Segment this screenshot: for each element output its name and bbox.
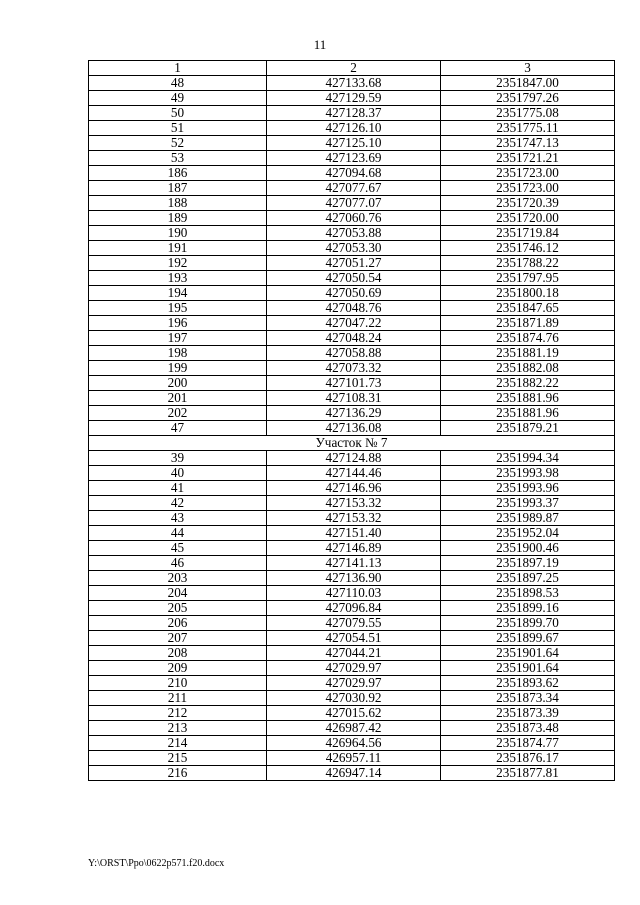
y-coordinate-cell: 2351720.39 xyxy=(441,196,615,211)
table-row xyxy=(89,106,615,121)
x-coordinate-cell: 427144.46 xyxy=(267,466,441,481)
x-coordinate-cell: 427125.10 xyxy=(267,136,441,151)
point-number-cell: 193 xyxy=(89,271,267,286)
x-coordinate-cell: 427141.13 xyxy=(267,556,441,571)
x-coordinate-cell: 427136.90 xyxy=(267,571,441,586)
table-row xyxy=(89,286,615,301)
table-row xyxy=(89,691,615,706)
y-coordinate-cell: 2351723.00 xyxy=(441,181,615,196)
point-number-cell: 214 xyxy=(89,736,267,751)
point-number-cell: 195 xyxy=(89,301,267,316)
table-row xyxy=(89,616,615,631)
table-row xyxy=(89,256,615,271)
y-coordinate-cell: 2351800.18 xyxy=(441,286,615,301)
table-body xyxy=(89,76,615,781)
point-number-cell: 206 xyxy=(89,616,267,631)
x-coordinate-cell: 427136.29 xyxy=(267,406,441,421)
y-coordinate-cell: 2351876.17 xyxy=(441,751,615,766)
y-coordinate-cell: 2351797.26 xyxy=(441,91,615,106)
x-coordinate-cell: 427094.68 xyxy=(267,166,441,181)
x-coordinate-cell: 427051.27 xyxy=(267,256,441,271)
x-coordinate-cell: 427151.40 xyxy=(267,526,441,541)
table-header-row xyxy=(89,61,615,76)
y-coordinate-cell: 2351901.64 xyxy=(441,661,615,676)
y-coordinate-cell: 2351882.22 xyxy=(441,376,615,391)
y-coordinate-cell: 2351993.37 xyxy=(441,496,615,511)
column-header-x: 2 xyxy=(267,61,441,76)
table-row xyxy=(89,226,615,241)
y-coordinate-cell: 2351873.34 xyxy=(441,691,615,706)
coordinates-table xyxy=(88,60,615,781)
point-number-cell: 199 xyxy=(89,361,267,376)
point-number-cell: 53 xyxy=(89,151,267,166)
table-row xyxy=(89,511,615,526)
y-coordinate-cell: 2351882.08 xyxy=(441,361,615,376)
table-row xyxy=(89,181,615,196)
x-coordinate-cell: 427136.08 xyxy=(267,421,441,436)
x-coordinate-cell: 426964.56 xyxy=(267,736,441,751)
table-row xyxy=(89,271,615,286)
table-row xyxy=(89,331,615,346)
table-row xyxy=(89,466,615,481)
x-coordinate-cell: 427077.67 xyxy=(267,181,441,196)
y-coordinate-cell: 2351871.89 xyxy=(441,316,615,331)
x-coordinate-cell: 427128.37 xyxy=(267,106,441,121)
x-coordinate-cell: 427079.55 xyxy=(267,616,441,631)
point-number-cell: 42 xyxy=(89,496,267,511)
table-row xyxy=(89,151,615,166)
y-coordinate-cell: 2351899.16 xyxy=(441,601,615,616)
y-coordinate-cell: 2351881.96 xyxy=(441,391,615,406)
table-row xyxy=(89,121,615,136)
y-coordinate-cell: 2351897.25 xyxy=(441,571,615,586)
y-coordinate-cell: 2351879.21 xyxy=(441,421,615,436)
table-row xyxy=(89,376,615,391)
x-coordinate-cell: 427146.96 xyxy=(267,481,441,496)
x-coordinate-cell: 427077.07 xyxy=(267,196,441,211)
x-coordinate-cell: 427048.24 xyxy=(267,331,441,346)
table-row xyxy=(89,301,615,316)
table-row xyxy=(89,196,615,211)
x-coordinate-cell: 427029.97 xyxy=(267,676,441,691)
point-number-cell: 203 xyxy=(89,571,267,586)
point-number-cell: 190 xyxy=(89,226,267,241)
point-number-cell: 194 xyxy=(89,286,267,301)
table-row xyxy=(89,526,615,541)
section-title: Участок № 7 xyxy=(89,436,615,451)
y-coordinate-cell: 2351788.22 xyxy=(441,256,615,271)
table-row xyxy=(89,211,615,226)
table-row xyxy=(89,556,615,571)
point-number-cell: 46 xyxy=(89,556,267,571)
x-coordinate-cell: 427153.32 xyxy=(267,496,441,511)
y-coordinate-cell: 2351881.96 xyxy=(441,406,615,421)
y-coordinate-cell: 2351723.00 xyxy=(441,166,615,181)
y-coordinate-cell: 2351797.95 xyxy=(441,271,615,286)
table-row xyxy=(89,391,615,406)
x-coordinate-cell: 427123.69 xyxy=(267,151,441,166)
table-row xyxy=(89,361,615,376)
table-row xyxy=(89,136,615,151)
point-number-cell: 187 xyxy=(89,181,267,196)
y-coordinate-cell: 2351775.11 xyxy=(441,121,615,136)
table-row xyxy=(89,406,615,421)
x-coordinate-cell: 427060.76 xyxy=(267,211,441,226)
point-number-cell: 210 xyxy=(89,676,267,691)
x-coordinate-cell: 427029.97 xyxy=(267,661,441,676)
table-row xyxy=(89,91,615,106)
x-coordinate-cell: 427101.73 xyxy=(267,376,441,391)
x-coordinate-cell: 427030.92 xyxy=(267,691,441,706)
point-number-cell: 202 xyxy=(89,406,267,421)
x-coordinate-cell: 427126.10 xyxy=(267,121,441,136)
y-coordinate-cell: 2351901.64 xyxy=(441,646,615,661)
y-coordinate-cell: 2351847.65 xyxy=(441,301,615,316)
y-coordinate-cell: 2351898.53 xyxy=(441,586,615,601)
table-row xyxy=(89,661,615,676)
table-row xyxy=(89,451,615,466)
y-coordinate-cell: 2351989.87 xyxy=(441,511,615,526)
x-coordinate-cell: 427153.32 xyxy=(267,511,441,526)
table-row xyxy=(89,346,615,361)
x-coordinate-cell: 427096.84 xyxy=(267,601,441,616)
y-coordinate-cell: 2351899.67 xyxy=(441,631,615,646)
point-number-cell: 201 xyxy=(89,391,267,406)
point-number-cell: 45 xyxy=(89,541,267,556)
y-coordinate-cell: 2351994.34 xyxy=(441,451,615,466)
point-number-cell: 48 xyxy=(89,76,267,91)
table-row xyxy=(89,166,615,181)
x-coordinate-cell: 427073.32 xyxy=(267,361,441,376)
point-number-cell: 51 xyxy=(89,121,267,136)
table-row xyxy=(89,481,615,496)
y-coordinate-cell: 2351746.12 xyxy=(441,241,615,256)
x-coordinate-cell: 427124.88 xyxy=(267,451,441,466)
x-coordinate-cell: 426947.14 xyxy=(267,766,441,781)
point-number-cell: 43 xyxy=(89,511,267,526)
point-number-cell: 186 xyxy=(89,166,267,181)
table-row xyxy=(89,496,615,511)
column-header-point: 1 xyxy=(89,61,267,76)
point-number-cell: 189 xyxy=(89,211,267,226)
point-number-cell: 196 xyxy=(89,316,267,331)
table-row xyxy=(89,571,615,586)
point-number-cell: 205 xyxy=(89,601,267,616)
point-number-cell: 204 xyxy=(89,586,267,601)
x-coordinate-cell: 427050.54 xyxy=(267,271,441,286)
point-number-cell: 49 xyxy=(89,91,267,106)
table-row xyxy=(89,646,615,661)
x-coordinate-cell: 427110.03 xyxy=(267,586,441,601)
point-number-cell: 213 xyxy=(89,721,267,736)
column-header-y: 3 xyxy=(441,61,615,76)
x-coordinate-cell: 426987.42 xyxy=(267,721,441,736)
point-number-cell: 198 xyxy=(89,346,267,361)
y-coordinate-cell: 2351847.00 xyxy=(441,76,615,91)
x-coordinate-cell: 427044.21 xyxy=(267,646,441,661)
x-coordinate-cell: 427047.22 xyxy=(267,316,441,331)
point-number-cell: 52 xyxy=(89,136,267,151)
y-coordinate-cell: 2351899.70 xyxy=(441,616,615,631)
y-coordinate-cell: 2351775.08 xyxy=(441,106,615,121)
point-number-cell: 208 xyxy=(89,646,267,661)
table-row xyxy=(89,631,615,646)
footer-file-path: Y:\ORST\Ppo\0622p571.f20.docx xyxy=(88,858,225,869)
y-coordinate-cell: 2351721.21 xyxy=(441,151,615,166)
point-number-cell: 215 xyxy=(89,751,267,766)
y-coordinate-cell: 2351897.19 xyxy=(441,556,615,571)
point-number-cell: 39 xyxy=(89,451,267,466)
point-number-cell: 44 xyxy=(89,526,267,541)
y-coordinate-cell: 2351874.76 xyxy=(441,331,615,346)
y-coordinate-cell: 2351874.77 xyxy=(441,736,615,751)
page-number: 11 xyxy=(313,37,327,52)
x-coordinate-cell: 427048.76 xyxy=(267,301,441,316)
x-coordinate-cell: 427108.31 xyxy=(267,391,441,406)
table-row xyxy=(89,706,615,721)
section-header-row xyxy=(89,436,615,451)
point-number-cell: 188 xyxy=(89,196,267,211)
y-coordinate-cell: 2351747.13 xyxy=(441,136,615,151)
point-number-cell: 191 xyxy=(89,241,267,256)
table-row xyxy=(89,316,615,331)
point-number-cell: 192 xyxy=(89,256,267,271)
table-row xyxy=(89,541,615,556)
y-coordinate-cell: 2351881.19 xyxy=(441,346,615,361)
table-row xyxy=(89,76,615,91)
table-row xyxy=(89,676,615,691)
table-row xyxy=(89,766,615,781)
table-row xyxy=(89,751,615,766)
table-row xyxy=(89,601,615,616)
table-row xyxy=(89,721,615,736)
point-number-cell: 197 xyxy=(89,331,267,346)
point-number-cell: 211 xyxy=(89,691,267,706)
y-coordinate-cell: 2351993.96 xyxy=(441,481,615,496)
y-coordinate-cell: 2351952.04 xyxy=(441,526,615,541)
point-number-cell: 50 xyxy=(89,106,267,121)
x-coordinate-cell: 427133.68 xyxy=(267,76,441,91)
point-number-cell: 209 xyxy=(89,661,267,676)
y-coordinate-cell: 2351720.00 xyxy=(441,211,615,226)
table-row xyxy=(89,421,615,436)
x-coordinate-cell: 427129.59 xyxy=(267,91,441,106)
y-coordinate-cell: 2351877.81 xyxy=(441,766,615,781)
point-number-cell: 212 xyxy=(89,706,267,721)
point-number-cell: 200 xyxy=(89,376,267,391)
y-coordinate-cell: 2351719.84 xyxy=(441,226,615,241)
y-coordinate-cell: 2351993.98 xyxy=(441,466,615,481)
y-coordinate-cell: 2351873.48 xyxy=(441,721,615,736)
y-coordinate-cell: 2351893.62 xyxy=(441,676,615,691)
point-number-cell: 207 xyxy=(89,631,267,646)
x-coordinate-cell: 427050.69 xyxy=(267,286,441,301)
y-coordinate-cell: 2351873.39 xyxy=(441,706,615,721)
table-row xyxy=(89,736,615,751)
point-number-cell: 41 xyxy=(89,481,267,496)
point-number-cell: 40 xyxy=(89,466,267,481)
point-number-cell: 47 xyxy=(89,421,267,436)
table-row xyxy=(89,241,615,256)
x-coordinate-cell: 427146.89 xyxy=(267,541,441,556)
x-coordinate-cell: 426957.11 xyxy=(267,751,441,766)
table-row xyxy=(89,586,615,601)
point-number-cell: 216 xyxy=(89,766,267,781)
x-coordinate-cell: 427058.88 xyxy=(267,346,441,361)
x-coordinate-cell: 427053.88 xyxy=(267,226,441,241)
y-coordinate-cell: 2351900.46 xyxy=(441,541,615,556)
x-coordinate-cell: 427053.30 xyxy=(267,241,441,256)
x-coordinate-cell: 427054.51 xyxy=(267,631,441,646)
x-coordinate-cell: 427015.62 xyxy=(267,706,441,721)
